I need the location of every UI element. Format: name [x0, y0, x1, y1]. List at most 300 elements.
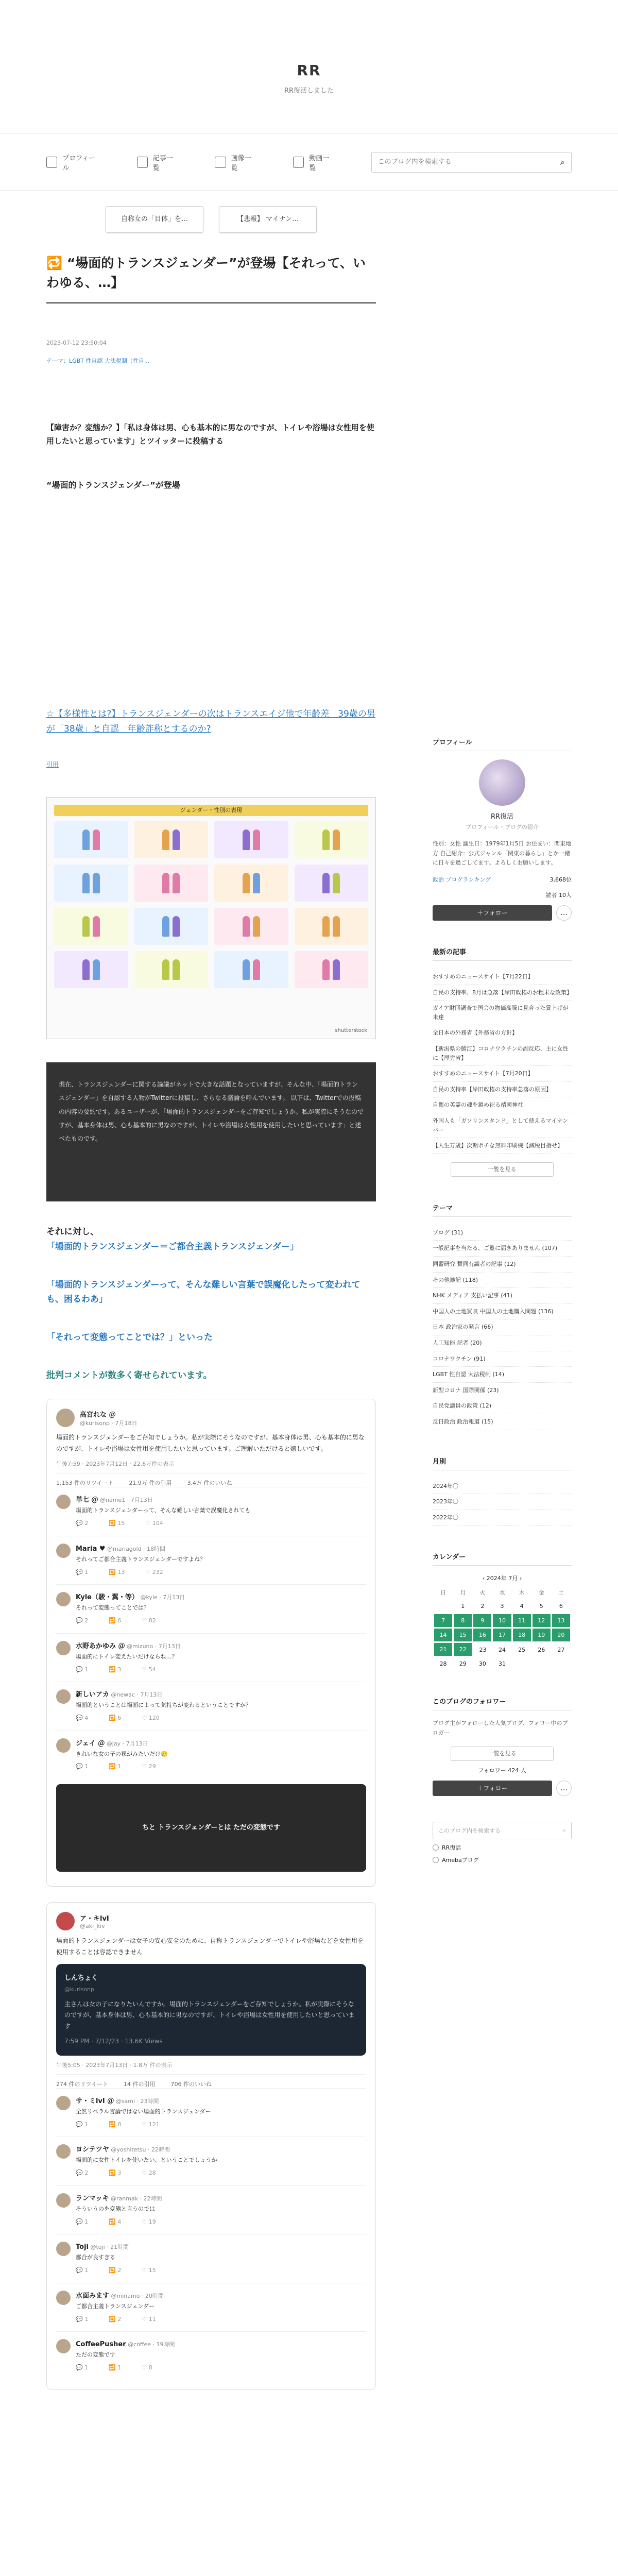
reply-body — [76, 2291, 366, 2324]
like-count[interactable]: 3.4万 件のいいね — [187, 1480, 232, 1487]
calendar-day[interactable]: 22 — [453, 1642, 473, 1657]
search-icon[interactable]: ⌕ — [560, 157, 565, 167]
retweet-icon[interactable]: 🔁 2 — [109, 2315, 122, 2323]
summary-box: 現在、トランスジェンダーに関する論議がネットで大きな話題となっていますが、そんな中、「場面的トランスジェンダー」を自認する人物がTwitterに投稿し、さらなる議論を呼んでいます。 以下は、Twitterでの投稿の内容の要約です。あるユーザーが、「場面的トランスジェンダーをご存知でしょうか。私が実際にそうなのですが、基本身体は男、心も基本的に男なのですが、トイレや浴場は女性用を使用したいと思っています」と述べたものです。 — [46, 1062, 376, 1201]
calendar-day: 23 — [479, 1647, 487, 1654]
nav-label: 記事一覧 — [152, 154, 173, 172]
reply-text: きれいな女の子の裸がみたいだけ🥲 — [76, 1750, 168, 1757]
reply-item[interactable] — [56, 1584, 366, 1633]
avatar[interactable] — [56, 2242, 71, 2256]
theme-link[interactable]: 人工知能 記者 (20) — [433, 1335, 572, 1351]
reply-text: 都合が良すぎる — [76, 2254, 115, 2261]
list-icon — [137, 157, 148, 168]
weekday-label: 木 — [519, 1589, 525, 1597]
theme-link[interactable]: その他雑記 (118) — [433, 1273, 572, 1289]
recent-post-link[interactable]: 自民の支持率【岸田政権の支持率急落の原因】 — [433, 1082, 572, 1098]
figure-cell — [54, 821, 128, 858]
theme-link[interactable]: LGBT 性自認 大法税制 (14) — [433, 1367, 572, 1383]
figure-cell — [295, 951, 369, 988]
reply-body — [76, 1495, 366, 1528]
recent-post-link[interactable]: 自民の支持率、8月は急落【岸田政権のお粗末な政策】 — [433, 985, 572, 1001]
tweet-author-name[interactable]: 高宮れな ＠ — [80, 1411, 116, 1419]
tweet-stats — [56, 1473, 366, 1487]
calendar-day[interactable]: 13 — [551, 1614, 571, 1628]
figure-cell — [134, 865, 209, 902]
reply-text: それって変態ってことでは？ — [76, 1604, 149, 1612]
calendar-day: 24 — [498, 1647, 506, 1654]
infographic-caption: shutterstock — [335, 1027, 367, 1033]
theme-link[interactable]: コロナワクチン (91) — [433, 1351, 572, 1367]
comment-icon[interactable]: 💬 2 — [76, 2170, 89, 2177]
avatar[interactable] — [56, 2193, 71, 2208]
retweet-icon[interactable]: 🔁 1 — [109, 1763, 122, 1770]
site-header — [0, 0, 618, 134]
source-link[interactable]: 引用 — [46, 760, 59, 768]
weekday-label: 日 — [440, 1589, 447, 1597]
infographic-grid — [54, 821, 368, 988]
para-text: 「場面的トランスジェンダー＝ご都合主義トランスジェンダー」 — [46, 1241, 299, 1252]
radio-label: RR復活 — [442, 1844, 461, 1851]
recent-post-link[interactable]: 全日本の外務省【外務省の方針】 — [433, 1025, 572, 1041]
side-search-placeholder: このブログ内を検索する — [438, 1827, 501, 1834]
calendar-day[interactable]: 19 — [531, 1628, 551, 1642]
readers-count: 読者 10人 — [545, 892, 572, 899]
like-count[interactable]: 706 件のいいね — [170, 2080, 212, 2088]
comment-icon[interactable]: 💬 1 — [76, 1666, 89, 1673]
calendar-day: 4 — [520, 1603, 524, 1610]
heart-icon[interactable]: ♡ 104 — [145, 1520, 163, 1527]
tweet-meta: 午後7:59 · 2023年7月12日 · 22.6万件の表示 — [56, 1461, 175, 1468]
quoted-image[interactable]: ちと トランスジェンダーとは ただの変態です — [56, 1784, 366, 1872]
calendar-day[interactable]: 10 — [492, 1614, 512, 1628]
figure-cell — [214, 821, 288, 858]
post-date: 2023-07-12 23:50:04 — [46, 340, 107, 346]
calendar-day[interactable]: 14 — [434, 1628, 453, 1642]
calendar-day: 25 — [518, 1647, 526, 1654]
comment-icon[interactable]: 💬 1 — [76, 2218, 89, 2225]
quote-count[interactable]: 21.9万 件の引用 — [129, 1480, 172, 1487]
calendar-day — [512, 1657, 531, 1671]
figure-cell — [295, 865, 369, 902]
heart-icon[interactable]: ♡ 28 — [142, 2170, 156, 2177]
post-lead2: “場面的トランスジェンダー”が登場 — [46, 480, 180, 490]
weekday-label: 土 — [558, 1589, 564, 1597]
reply-body — [76, 1641, 366, 1674]
reply-author[interactable]: 水野あかゆみ ＠ — [76, 1642, 125, 1650]
calendar-heading: カレンダー — [433, 1551, 572, 1566]
prev-month-icon[interactable]: ‹ — [482, 1575, 487, 1582]
profile-icon — [46, 157, 57, 168]
calendar-day — [531, 1657, 551, 1671]
weekday-label: 火 — [479, 1589, 486, 1597]
reply-author[interactable]: Toji — [76, 2243, 89, 2251]
recent-post-link[interactable]: 外国人も「ガソリンスタンド」として使えるマイナンバー — [433, 1113, 572, 1138]
calendar-day — [551, 1657, 571, 1671]
reply-actions — [76, 2363, 366, 2373]
reply-item[interactable] — [56, 2137, 366, 2185]
tweet-meta: 午後5:05 · 2023年7月13日 · 1.8万 件の表示 — [56, 2061, 173, 2069]
followers-text: ブログ主がフォローした人気ブログ、フォロー中のブロガー — [433, 1720, 568, 1736]
theme-link[interactable]: 日本 政治家の発言 (66) — [433, 1319, 572, 1335]
ranking-link[interactable]: 政治 ブログランキング — [433, 876, 491, 884]
recent-post-link[interactable]: 【人生万歳】次期ポチな無料印刷機【減税目指せ】 — [433, 1138, 572, 1154]
figure-cell — [295, 821, 369, 858]
tweet-text: 場面的トランスジェンダーは女子の安心安全のために、自称トランスジェンダーでトイレや浴場などを女性用を使用することは容認できません — [56, 1937, 364, 1956]
nav-images[interactable] — [215, 152, 257, 172]
retweet-icon[interactable]: 🔁 4 — [109, 2218, 122, 2225]
reply-text: 全然リベラル言論ではない場面的トランスジェンダー — [76, 2108, 211, 2115]
figure-cell — [134, 951, 209, 988]
reply-actions — [76, 2120, 366, 2130]
reblog-icon: 🔁 — [46, 256, 67, 270]
calendar-day: 26 — [538, 1647, 545, 1654]
para-text: 「それって変態ってことでは？」といった — [46, 1332, 213, 1343]
reply-author[interactable]: サ・ミlvI ＠ — [76, 2097, 114, 2105]
reply-item[interactable] — [56, 2234, 366, 2282]
article — [46, 191, 376, 2390]
retweet-icon[interactable]: 🔁 15 — [109, 1520, 125, 1527]
reply-handle: @minamo · 20時間 — [111, 2292, 164, 2299]
calendar-table — [433, 1585, 572, 1670]
reply-actions — [76, 1665, 366, 1675]
radio-ameba[interactable] — [433, 1856, 572, 1864]
comment-intro — [46, 1225, 376, 1255]
follow-button-2[interactable]: ＋フォロー — [433, 1781, 552, 1796]
reply-handle: @newac · 7月13日 — [111, 1691, 163, 1699]
reply-body — [76, 1592, 366, 1625]
comment-icon[interactable]: 💬 1 — [76, 2315, 89, 2323]
nav-articles[interactable] — [137, 152, 179, 172]
reply-actions — [76, 1714, 366, 1723]
calendar-day[interactable]: 16 — [473, 1628, 492, 1642]
avatar[interactable] — [56, 1592, 71, 1606]
calendar-day: 5 — [539, 1603, 543, 1610]
reply-text: 場面的にトイレ変えたいだけならね…？ — [76, 1653, 178, 1660]
para-text: 批判コメントが数多く寄せられています。 — [46, 1370, 212, 1381]
calendar-day[interactable]: 7 — [434, 1614, 453, 1628]
search-box — [371, 152, 572, 173]
comment-icon[interactable]: 💬 1 — [76, 1568, 89, 1575]
retweet-icon[interactable]: 🔁 8 — [109, 2121, 122, 2128]
comment-icon[interactable]: 💬 1 — [76, 1763, 89, 1770]
reply-author[interactable]: 単七 ＠ — [76, 1496, 98, 1504]
reply-handle: @mizuno · 7月13日 — [127, 1642, 181, 1650]
follow-row — [433, 905, 572, 921]
reply-text: ただの変態です — [76, 2351, 115, 2359]
readers-row — [433, 891, 572, 899]
reply-item[interactable] — [56, 1487, 366, 1535]
tweet-text: 場面的トランスジェンダーをご存知でしょうか。私が実際にそうなのですが、基本身体は男、心も基本的に男なのですが、トイレや浴場は女性用を使用したいと思っています。ご理解いただけると嬉しいです。 — [56, 1434, 365, 1452]
avatar[interactable] — [56, 2096, 71, 2110]
reply-text: 場面的ということは場面によって気持ちが変わるということですか？ — [76, 1702, 251, 1709]
avatar[interactable] — [56, 1495, 71, 1509]
figure-cell — [54, 908, 128, 945]
recent-list — [433, 969, 572, 1154]
calendar-title — [433, 1574, 572, 1582]
reply-text: それってご都合主義トランスジェンダーですよね？ — [76, 1555, 206, 1563]
reply-body — [76, 1689, 366, 1723]
side-search-input[interactable] — [433, 1822, 572, 1839]
next-month-icon[interactable]: › — [518, 1575, 522, 1582]
followers-section — [433, 1696, 572, 1795]
reply-author[interactable]: ヨシテツヤ — [76, 2146, 109, 2154]
gender-infographic — [46, 797, 376, 1039]
calendar-day: 3 — [500, 1603, 504, 1610]
archive-list — [433, 1479, 572, 1526]
heart-icon[interactable]: ♡ 120 — [142, 1714, 160, 1721]
calendar-day — [434, 1600, 453, 1614]
heart-icon[interactable]: ♡ 54 — [142, 1666, 156, 1673]
followers-more-button[interactable]: 一覧を見る — [451, 1747, 554, 1761]
reply-text: そういうのを変態と言うのでは — [76, 2205, 155, 2212]
ranking-value: 3,668位 — [550, 876, 572, 884]
calendar-day[interactable]: 21 — [434, 1642, 453, 1657]
comment-quote: 「場面的トランスジェンダーって、そんな難しい言葉で誤魔化したって変われても、困るわあ」 — [46, 1279, 360, 1305]
calendar-day[interactable]: 12 — [531, 1614, 551, 1628]
comment-icon[interactable]: 💬 1 — [76, 2364, 89, 2371]
archive-heading: 月別 — [433, 1456, 572, 1470]
reply-text: 場面的トランスジェンダーって、そんな難しい言葉で誤魔化されても — [76, 1507, 251, 1514]
theme-link[interactable]: ブログ (31) — [433, 1225, 572, 1241]
quoted-meta: 7:59 PM · 7/12/23 · 13.6K Views — [64, 2038, 163, 2045]
archive-link[interactable]: 2023年〇 — [433, 1494, 572, 1510]
reply-item[interactable] — [56, 2185, 366, 2234]
calendar-day[interactable]: 18 — [512, 1628, 531, 1642]
retweet-icon[interactable]: 🔁 3 — [109, 2170, 122, 2177]
reply-item[interactable] — [56, 1536, 366, 1584]
nav-profile[interactable] — [46, 152, 101, 172]
calendar-day: 29 — [459, 1660, 467, 1668]
avatar[interactable] — [56, 1409, 75, 1427]
nav-videos[interactable] — [293, 152, 335, 172]
recent-heading: 最新の記事 — [433, 946, 572, 961]
prev-article-link[interactable]: 自称女の「目体」を… — [106, 206, 203, 233]
reply-handle: @yoshitetsu · 22時間 — [111, 2146, 170, 2154]
image-icon — [215, 157, 226, 168]
heart-icon[interactable]: ♡ 11 — [142, 2315, 156, 2323]
nav-label: プロフィール — [62, 154, 96, 172]
recent-post-link[interactable]: ガイア財団調査で国会の物価高騰に見合った賃上げが未達 — [433, 1001, 572, 1025]
avatar[interactable] — [56, 1912, 75, 1930]
archive-link[interactable]: 2024年〇 — [433, 1479, 572, 1495]
reply-author[interactable]: ジェイ ＠ — [76, 1739, 105, 1748]
weekday-label: 水 — [499, 1589, 505, 1597]
recent-more-button[interactable]: 一覧を見る — [451, 1162, 554, 1177]
search-input[interactable] — [378, 158, 560, 166]
reply-author[interactable]: Maria ♥ — [76, 1545, 106, 1553]
reply-actions — [76, 1616, 366, 1626]
calendar-day[interactable]: 8 — [453, 1614, 473, 1628]
tweet-author-name[interactable]: ア・キlvI — [80, 1915, 109, 1923]
theme-link[interactable]: 同盟研究 賛同有識者の記事 (12) — [433, 1257, 572, 1273]
infographic-title: ジェンダー・性別の表現 — [54, 805, 368, 816]
reply-body — [76, 1738, 366, 1772]
quote-count[interactable]: 14 件の引用 — [123, 2080, 156, 2088]
themes — [433, 1202, 572, 1430]
para-text: それに対し、 — [46, 1226, 99, 1237]
post-title-text: “場面的トランスジェンダー”が登場【それって、いわゆる、…】 — [46, 256, 366, 290]
recent-post-link[interactable]: 【新潟県の鯖江】コロナワクチンの副反応、主に女性に【厚労省】 — [433, 1041, 572, 1066]
retweet-count[interactable]: 1,153 件のリツイート — [56, 1480, 114, 1487]
reply-actions — [76, 2168, 366, 2178]
reply-actions — [76, 2217, 366, 2227]
reply-item[interactable] — [56, 2331, 366, 2380]
archive-link[interactable]: 2022年〇 — [433, 1510, 572, 1526]
calendar-day: 6 — [559, 1603, 563, 1610]
reply-actions — [76, 2266, 366, 2276]
tweet-author — [56, 1409, 366, 1427]
theme-heading: テーマ — [433, 1202, 572, 1217]
calendar-day[interactable]: 15 — [453, 1628, 473, 1642]
avatar[interactable] — [56, 2291, 71, 2305]
radio-icon — [433, 1844, 439, 1851]
figure-cell — [134, 821, 209, 858]
ranking-row — [433, 875, 572, 884]
reply-author[interactable]: Kyle（駿・翼・等） — [76, 1594, 139, 1602]
calendar-day[interactable]: 20 — [551, 1628, 571, 1642]
reply-author[interactable]: 水面みます — [76, 2292, 110, 2300]
calendar-day[interactable]: 11 — [512, 1614, 531, 1628]
reply-author[interactable]: ランマッキ — [76, 2194, 109, 2202]
followers-heading: このブログのフォロワー — [433, 1696, 572, 1710]
reply-body — [76, 1544, 366, 1577]
calendar — [433, 1551, 572, 1670]
nav-label: 画像一覧 — [231, 154, 251, 172]
profile-text: 性別：女性 誕生日：1979年1月5日 お住まい：関東地方 自己紹介：公式ジャンル「関東の暮らし」とか一緒に日々を過ごしてます。よろしくお願いします。 — [433, 840, 571, 867]
reply-item[interactable] — [56, 2088, 366, 2137]
retweet-icon[interactable]: 🔁 2 — [109, 2267, 122, 2274]
heart-icon[interactable]: ♡ 82 — [142, 1617, 156, 1624]
related-link[interactable]: ☆【多様性とは?】トランスジェンダーの次はトランスエイジ他で年齢差 39歳の男が「38歳」と自認 年齢詐称とするのか? — [46, 709, 375, 734]
heart-icon[interactable]: ♡ 8 — [142, 2364, 152, 2371]
reply-actions — [76, 2315, 366, 2325]
reply-body — [76, 2242, 366, 2275]
archives — [433, 1456, 572, 1526]
retweet-count[interactable]: 274 件のリツイート — [56, 2080, 108, 2088]
site-title[interactable]: RR — [297, 62, 321, 79]
site-description: RR復活しました — [284, 87, 334, 95]
profile-heading: プロフィール — [433, 737, 572, 751]
more-icon[interactable]: … — [556, 905, 572, 921]
comment-icon[interactable]: 💬 4 — [76, 1714, 89, 1721]
follow-row-2 — [433, 1781, 572, 1796]
theme-link[interactable]: 反日政治 政治報道 (15) — [433, 1414, 572, 1430]
comment-icon[interactable]: 💬 2 — [76, 1617, 89, 1624]
radio-label: Amebaブログ — [442, 1856, 479, 1863]
recent-post-link[interactable]: おすすめのニュースサイト【7月22日】 — [433, 969, 572, 985]
avatar[interactable] — [56, 1689, 71, 1704]
avatar[interactable] — [56, 2144, 71, 2159]
avatar[interactable] — [56, 2339, 71, 2353]
figure-cell — [214, 951, 288, 988]
comment-icon[interactable]: 💬 1 — [76, 2267, 89, 2274]
calendar-day[interactable]: 9 — [473, 1614, 492, 1628]
heart-icon[interactable]: ♡ 121 — [142, 2121, 160, 2128]
reply-body — [76, 2193, 366, 2227]
figure-cell — [214, 908, 288, 945]
weekday-label: 金 — [538, 1589, 544, 1597]
heart-icon[interactable]: ♡ 19 — [142, 2218, 156, 2225]
theme-link[interactable]: 自民党議員の政策 (12) — [433, 1398, 572, 1414]
profile-name[interactable]: RR復活 — [490, 813, 514, 821]
reply-handle: @toji · 21時間 — [90, 2244, 129, 2251]
reply-body — [76, 2096, 366, 2129]
theme-link[interactable]: 新型コロナ 国際関係 (23) — [433, 1383, 572, 1399]
calendar-day: 1 — [461, 1603, 465, 1610]
embedded-tweet[interactable] — [46, 1399, 376, 1887]
next-article-link[interactable]: 【悲報】 マイナン… — [219, 206, 317, 233]
nav-label: 動画一覧 — [309, 154, 330, 172]
avatar[interactable] — [56, 1641, 71, 1655]
post-lead: 【障害か？変態か？】「私は身体は男、心も基本的に男なのですが、トイレや浴場は女性用を使用したいと思っています」とツイッターに投稿する — [46, 423, 374, 446]
embedded-tweet-2[interactable] — [46, 1902, 376, 2390]
reply-handle: @sami · 23時間 — [115, 2097, 159, 2105]
theme-link[interactable]: NHK メディア 支払い記事 (41) — [433, 1288, 572, 1304]
video-icon — [293, 157, 304, 168]
theme-link[interactable]: 一般記事を当たる、ご覧に届きありません (107) — [433, 1241, 572, 1257]
heart-icon[interactable]: ♡ 15 — [142, 2267, 156, 2274]
avatar[interactable] — [56, 1544, 71, 1558]
reply-actions — [76, 1762, 366, 1772]
reply-list — [56, 2088, 366, 2380]
reply-body — [76, 2339, 366, 2372]
heart-icon[interactable]: ♡ 29 — [142, 1763, 156, 1770]
reply-author[interactable]: 新しいアカ — [76, 1691, 109, 1699]
reply-item[interactable] — [56, 1682, 366, 1730]
heart-icon[interactable]: ♡ 232 — [145, 1568, 163, 1575]
more-icon[interactable]: … — [556, 1781, 572, 1796]
quoted-author: しんちょく — [64, 1974, 98, 1982]
comment-summary — [46, 1368, 376, 1383]
theme-link[interactable]: 中国人の土地買収 中国人の土地購入問題 (136) — [433, 1304, 572, 1320]
reply-author[interactable]: CoffeePusher — [76, 2341, 126, 2349]
calendar-day[interactable]: 17 — [492, 1628, 512, 1642]
figure-cell — [134, 908, 209, 945]
avatar[interactable] — [56, 1738, 71, 1753]
recent-post-link[interactable]: 自衛の英霊の魂を鎮め祀る靖國神社 — [433, 1097, 572, 1113]
radio-blog[interactable] — [433, 1843, 572, 1852]
reply-item[interactable] — [56, 2283, 366, 2331]
profile-sub: プロフィール・ブログの紹介 — [466, 824, 539, 831]
post-theme-link[interactable]: テーマ：LGBT 性自認 大法税制（性自... — [46, 358, 150, 364]
reply-item[interactable] — [56, 1731, 366, 1779]
retweet-icon[interactable]: 🔁 13 — [109, 1568, 125, 1575]
comment-icon[interactable]: 💬 1 — [76, 2121, 89, 2128]
pager — [46, 191, 376, 253]
reply-handle: @kyle · 7月13日 — [140, 1594, 185, 1601]
reply-item[interactable] — [56, 1633, 366, 1682]
comment-quote2 — [46, 1330, 376, 1345]
quoted-text: 主さんは女の子になりたいんですか。場面的トランスジェンダーをご存知でしょうか。私が実際にそうなのですが、基本身体は男、心も基本的に男なのですが、トイレや浴場は女性用を使用したいと思っています — [64, 2000, 355, 2030]
retweet-icon[interactable]: 🔁 1 — [109, 2364, 122, 2371]
figure-cell — [295, 908, 369, 945]
retweet-icon[interactable]: 🔁 6 — [109, 1714, 122, 1721]
calendar-day: 28 — [439, 1660, 447, 1668]
retweet-icon[interactable]: 🔁 6 — [109, 1617, 122, 1624]
tweet-author — [56, 1912, 366, 1930]
profile-avatar[interactable] — [479, 759, 525, 806]
comment-icon[interactable]: 💬 2 — [76, 1520, 89, 1527]
follow-button[interactable]: ＋フォロー — [433, 905, 552, 921]
reply-actions — [76, 1519, 366, 1529]
retweet-icon[interactable]: 🔁 3 — [109, 1666, 122, 1673]
calendar-month: 2024年 7月 — [486, 1575, 518, 1582]
quoted-tweet[interactable] — [56, 1964, 366, 2056]
recent-post-link[interactable]: おすすめのニュースサイト【7月20日】 — [433, 1066, 572, 1082]
side-search — [433, 1822, 572, 1864]
sidebar — [433, 191, 572, 2390]
search-icon[interactable]: ⌕ — [562, 1826, 566, 1834]
